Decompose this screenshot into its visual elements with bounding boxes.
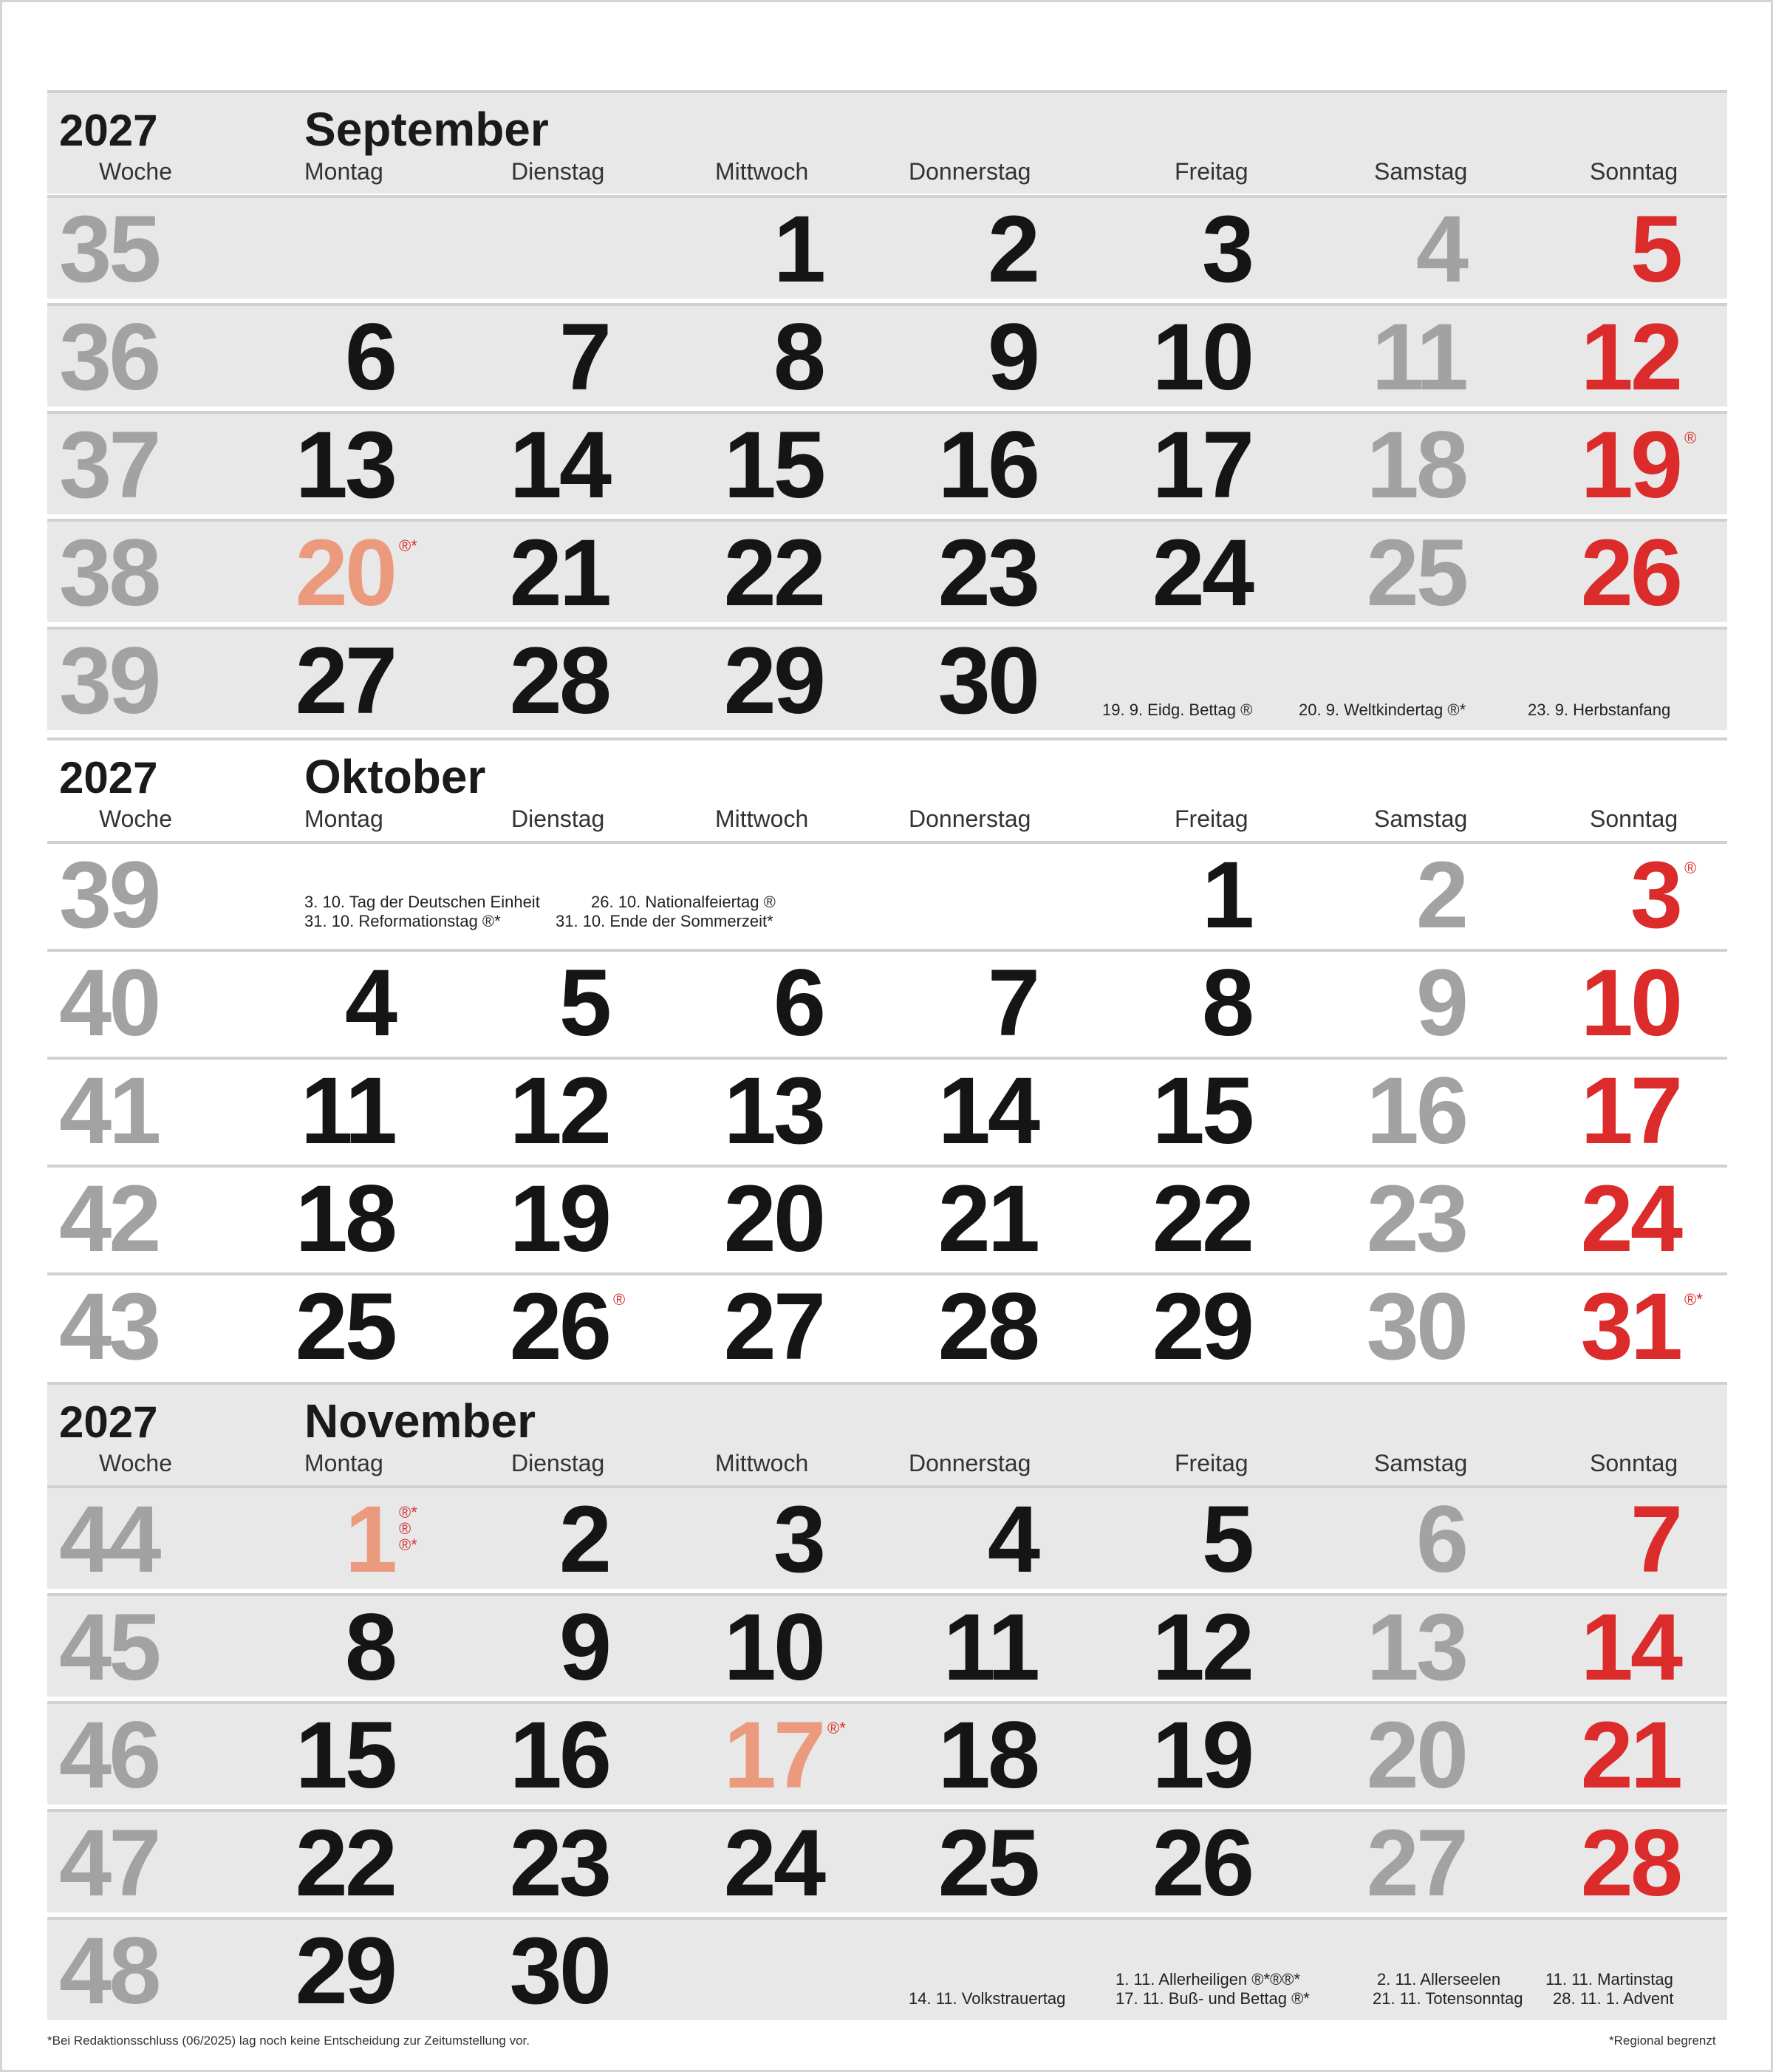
day-number[interactable]: 16 (509, 1703, 609, 1808)
day-number[interactable]: 14 (937, 1058, 1037, 1164)
day-number[interactable]: 19 (509, 1166, 609, 1272)
day-number[interactable]: 1 (1201, 842, 1251, 948)
week-number: 39 (59, 628, 159, 734)
week-column-label: Woche (99, 158, 173, 185)
day-number[interactable]: 15 (1152, 1058, 1251, 1164)
weekday-label: Dienstag (511, 1450, 605, 1476)
week-row (47, 627, 1727, 734)
day-number[interactable]: 21 (1580, 1703, 1680, 1808)
weekday-label: Samstag (1374, 158, 1468, 185)
day-number[interactable]: 3 (1201, 197, 1251, 302)
day-number[interactable]: 13 (723, 1058, 823, 1164)
day-number[interactable]: 11 (1371, 304, 1466, 410)
day-number[interactable]: 8 (344, 1595, 394, 1700)
day-number[interactable]: 31 (1580, 1274, 1680, 1380)
day-number[interactable]: 5 (1201, 1487, 1251, 1592)
day-number[interactable]: 14 (1580, 1595, 1680, 1700)
holiday-marker-icon: ® (613, 1290, 626, 1309)
day-number[interactable]: 1 (773, 197, 823, 302)
day-number[interactable]: 17 (1580, 1058, 1680, 1164)
week-row (47, 303, 1727, 410)
week-row (47, 949, 1727, 1056)
week-column-label: Woche (99, 805, 173, 832)
week-number: 48 (59, 1918, 159, 2024)
day-number[interactable]: 3 (773, 1487, 823, 1592)
week-number: 36 (59, 304, 159, 410)
week-number: 43 (59, 1274, 159, 1380)
day-number[interactable]: 20 (295, 520, 394, 626)
week-row (47, 1272, 1727, 1380)
day-number[interactable]: 9 (987, 304, 1037, 410)
day-number[interactable]: 11 (300, 1058, 394, 1164)
weekday-label: Mittwoch (715, 158, 809, 185)
weekday-label: Samstag (1374, 805, 1468, 832)
holiday-note: 3. 10. Tag der Deutschen Einheit (304, 893, 540, 911)
weekday-label: Samstag (1374, 1450, 1468, 1476)
month-name: September (304, 103, 549, 156)
holiday-note: 19. 9. Eidg. Bettag ® (1102, 701, 1253, 719)
holiday-note: 14. 11. Volkstrauertag (909, 1989, 1066, 2008)
week-column-label: Woche (99, 1450, 173, 1476)
day-number[interactable]: 14 (509, 412, 609, 518)
day-number[interactable]: 6 (344, 304, 394, 410)
day-number[interactable]: 13 (1366, 1595, 1466, 1700)
day-number[interactable]: 17 (1152, 412, 1251, 518)
holiday-marker-icon: ® (1684, 429, 1697, 447)
week-number: 46 (59, 1703, 159, 1808)
day-number[interactable]: 22 (295, 1810, 394, 1916)
month-november (47, 1382, 1727, 2029)
day-number[interactable]: 22 (723, 520, 823, 626)
week-number: 41 (59, 1058, 159, 1164)
day-number[interactable]: 9 (1415, 950, 1466, 1056)
month-name: November (304, 1394, 536, 1448)
week-number: 39 (59, 842, 159, 948)
day-number[interactable]: 21 (937, 1166, 1037, 1272)
day-number[interactable]: 4 (1415, 197, 1466, 302)
day-number[interactable]: 18 (937, 1703, 1037, 1808)
day-number[interactable]: 24 (1580, 1166, 1680, 1272)
week-row (47, 519, 1727, 626)
day-number[interactable]: 15 (295, 1703, 394, 1808)
day-number[interactable]: 29 (295, 1918, 394, 2024)
month-oktober (47, 737, 1727, 1385)
week-row (47, 1809, 1727, 1916)
weekday-label: Donnerstag (909, 805, 1031, 832)
holiday-marker-icon: ®* (399, 536, 417, 555)
holiday-marker-icon: ®* (1684, 1290, 1703, 1309)
day-number[interactable]: 23 (1366, 1166, 1466, 1272)
day-number[interactable]: 4 (987, 1487, 1037, 1592)
month-header (47, 1382, 1727, 1485)
day-number[interactable]: 15 (723, 412, 823, 518)
day-number[interactable]: 26 (1580, 520, 1680, 626)
week-number: 38 (59, 520, 159, 626)
day-number[interactable]: 27 (295, 628, 394, 734)
day-number[interactable]: 13 (295, 412, 394, 518)
day-number[interactable]: 4 (344, 950, 394, 1056)
holiday-note: 23. 9. Herbstanfang (1528, 701, 1671, 719)
day-number[interactable]: 18 (295, 1166, 394, 1272)
week-row (47, 841, 1727, 948)
month-name: Oktober (304, 750, 486, 803)
day-number[interactable]: 22 (1152, 1166, 1251, 1272)
day-number[interactable]: 7 (1630, 1487, 1680, 1592)
day-number[interactable]: 27 (723, 1274, 823, 1380)
day-number[interactable]: 28 (1580, 1810, 1680, 1916)
day-number[interactable]: 30 (937, 628, 1037, 734)
weekday-label: Montag (304, 805, 383, 832)
day-number[interactable]: 25 (1366, 520, 1466, 626)
weekday-label: Mittwoch (715, 1450, 809, 1476)
day-number[interactable]: 19 (1580, 412, 1680, 518)
holiday-note: 20. 9. Weltkindertag ®* (1299, 701, 1466, 719)
day-number[interactable]: 8 (1201, 950, 1251, 1056)
month-header (47, 737, 1727, 841)
day-number[interactable]: 27 (1366, 1810, 1466, 1916)
day-number[interactable]: 26 (1152, 1810, 1251, 1916)
holiday-note: 31. 10. Ende der Sommerzeit* (556, 912, 773, 930)
year-label: 2027 (59, 1397, 158, 1447)
footer-note: *Bei Redaktionsschluss (06/2025) lag noch keine Entscheidung zur Zeitumstellung vor. (47, 2034, 530, 2048)
day-number[interactable]: 2 (987, 197, 1037, 302)
day-number[interactable]: 17 (723, 1703, 823, 1808)
day-number[interactable]: 5 (1630, 197, 1680, 302)
holiday-note: 26. 10. Nationalfeiertag ® (591, 893, 776, 911)
day-number[interactable]: 7 (987, 950, 1037, 1056)
week-row (47, 1701, 1727, 1808)
day-number[interactable]: 2 (1415, 842, 1466, 948)
day-number[interactable]: 29 (723, 628, 823, 734)
holiday-marker-icon: ®* ® ®* (399, 1503, 417, 1554)
day-number[interactable]: 30 (1366, 1274, 1466, 1380)
day-number[interactable]: 25 (295, 1274, 394, 1380)
day-number[interactable]: 20 (1366, 1703, 1466, 1808)
day-number[interactable]: 2 (558, 1487, 609, 1592)
day-number[interactable]: 23 (509, 1810, 609, 1916)
holiday-note: 11. 11. Martinstag (1545, 1970, 1673, 1988)
day-number[interactable]: 5 (558, 950, 609, 1056)
month-header (47, 90, 1727, 194)
day-number[interactable]: 21 (509, 520, 609, 626)
holiday-note: 21. 11. Totensonntag (1373, 1989, 1523, 2008)
day-number[interactable]: 3 (1630, 842, 1680, 948)
day-number[interactable]: 10 (1152, 304, 1251, 410)
week-row (47, 1165, 1727, 1272)
day-number[interactable]: 19 (1152, 1703, 1251, 1808)
weekday-label: Montag (304, 158, 383, 185)
day-number[interactable]: 7 (558, 304, 609, 410)
day-number[interactable]: 6 (1415, 1487, 1466, 1592)
holiday-note: 31. 10. Reformationstag ®* (304, 912, 501, 930)
day-number[interactable]: 6 (773, 950, 823, 1056)
day-number[interactable]: 11 (943, 1595, 1037, 1700)
year-label: 2027 (59, 106, 158, 155)
footer-regional-note: *Regional begrenzt (1609, 2034, 1716, 2048)
weekday-label: Dienstag (511, 158, 605, 185)
day-number[interactable]: 20 (723, 1166, 823, 1272)
week-number: 47 (59, 1810, 159, 1916)
day-number[interactable]: 23 (937, 520, 1037, 626)
day-number[interactable]: 12 (1152, 1595, 1251, 1700)
day-number[interactable]: 30 (509, 1918, 609, 2024)
weekday-label: Freitag (1175, 805, 1248, 832)
week-number: 42 (59, 1166, 159, 1272)
month-september (47, 90, 1727, 737)
day-number[interactable]: 28 (509, 628, 609, 734)
holiday-note: 17. 11. Buß- und Bettag ®* (1116, 1989, 1310, 2008)
holiday-note: 1. 11. Allerheiligen ®*®®* (1116, 1970, 1301, 1988)
week-row (47, 1057, 1727, 1164)
day-number[interactable]: 18 (1366, 412, 1466, 518)
holiday-note: 28. 11. 1. Advent (1553, 1989, 1674, 2008)
day-number[interactable]: 25 (937, 1810, 1037, 1916)
day-number[interactable]: 29 (1152, 1274, 1251, 1380)
day-number[interactable]: 16 (1366, 1058, 1466, 1164)
holiday-marker-icon: ® (1684, 859, 1697, 877)
week-number: 35 (59, 197, 159, 302)
holiday-marker-icon: ®* (827, 1719, 846, 1737)
weekday-label: Mittwoch (715, 805, 809, 832)
day-number[interactable]: 24 (723, 1810, 823, 1916)
weekday-label: Montag (304, 1450, 383, 1476)
day-number[interactable]: 24 (1152, 520, 1251, 626)
holiday-note: 2. 11. Allerseelen (1377, 1970, 1501, 1988)
week-row (47, 411, 1727, 518)
weekday-label: Freitag (1175, 158, 1248, 185)
day-number[interactable]: 9 (558, 1595, 609, 1700)
day-number[interactable]: 10 (723, 1595, 823, 1700)
week-row (47, 195, 1727, 302)
weekday-label: Donnerstag (909, 158, 1031, 185)
weekday-label: Sonntag (1590, 805, 1678, 832)
day-number[interactable]: 12 (1580, 304, 1680, 410)
week-row (47, 1593, 1727, 1700)
week-number: 45 (59, 1595, 159, 1700)
day-number[interactable]: 16 (937, 412, 1037, 518)
day-number[interactable]: 10 (1580, 950, 1680, 1056)
day-number[interactable]: 12 (509, 1058, 609, 1164)
weekday-label: Donnerstag (909, 1450, 1031, 1476)
year-label: 2027 (59, 753, 158, 802)
week-number: 40 (59, 950, 159, 1056)
day-number[interactable]: 26 (509, 1274, 609, 1380)
day-number[interactable]: 8 (773, 304, 823, 410)
weekday-label: Sonntag (1590, 158, 1678, 185)
weekday-label: Freitag (1175, 1450, 1248, 1476)
weekday-label: Dienstag (511, 805, 605, 832)
week-number: 37 (59, 412, 159, 518)
day-number[interactable]: 28 (937, 1274, 1037, 1380)
weekday-label: Sonntag (1590, 1450, 1678, 1476)
day-number[interactable]: 1 (344, 1487, 394, 1592)
week-number: 44 (59, 1487, 159, 1592)
week-row (47, 1485, 1727, 1592)
